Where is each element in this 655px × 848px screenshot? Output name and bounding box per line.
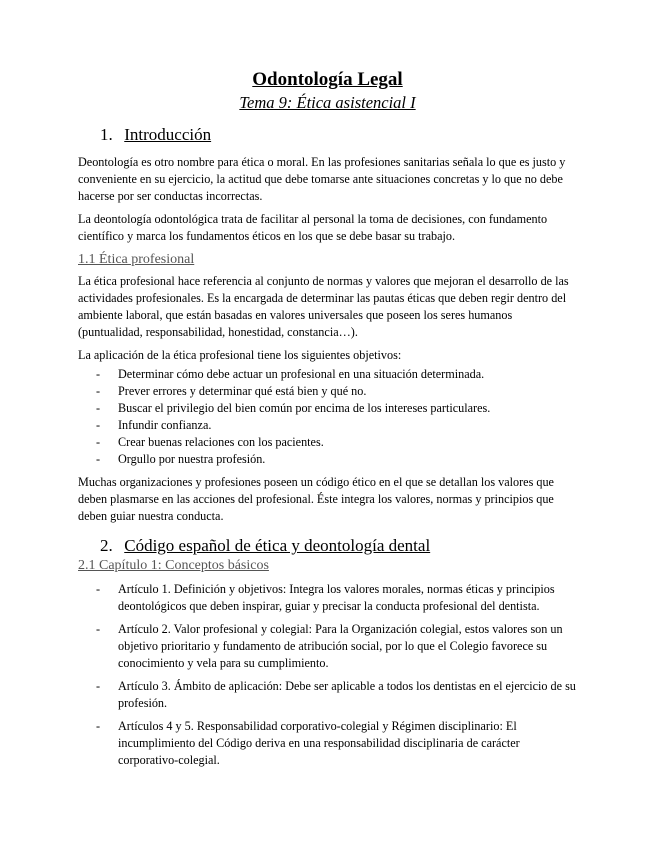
document-title: Odontología Legal — [252, 69, 403, 90]
subsection-heading-capitulo-1: 2.1 Capítulo 1: Conceptos básicos — [78, 558, 269, 573]
dash-bullet: - — [96, 401, 101, 415]
document-subtitle: Tema 9: Ética asistencial I — [239, 93, 416, 112]
dash-bullet: - — [96, 418, 101, 432]
list-item: - Artículo 1. Definición y objetivos: Integra los valores morales, normas éticas y principios deontológicos que deben inspirar, guiar y precisar la conducta profesional del dentista. — [96, 582, 555, 613]
dash-bullet: - — [96, 452, 101, 466]
dash-bullet: - — [96, 679, 101, 693]
list-item: - Orgullo por nuestra profesión. — [96, 452, 266, 466]
section-number: 1. — [100, 125, 113, 144]
list-item: - Artículo 2. Valor profesional y colegial: Para la Organización colegial, estos valores son un objetivo prioritario y fundamento de atribución social, por lo que el Colegio favorece su conocimiento y vela para su cumplimiento. — [96, 622, 563, 670]
section-heading-introduccion — [78, 124, 577, 146]
list-item: - Determinar cómo debe actuar un profesional en una situación determinada. — [96, 367, 485, 381]
dash-bullet: - — [96, 384, 101, 398]
list-item: - Buscar el privilegio del bien común por encima de los intereses particulares. — [96, 401, 491, 415]
dash-bullet: - — [96, 719, 101, 733]
list-item: - Crear buenas relaciones con los pacientes. — [96, 435, 324, 449]
objectives-list — [78, 366, 577, 468]
section-number: 2. — [100, 536, 113, 555]
dash-bullet: - — [96, 582, 101, 596]
paragraph: La ética profesional hace referencia al conjunto de normas y valores que mejoran el desarrollo de las actividades profesionales. Es la encargada de determinar las pautas éticas que deben regir dentro del ambiente laboral, que están basadas en valores universales que poseen los seres humanos (puntualidad, responsabilidad, honestidad, constancia…). — [78, 274, 569, 339]
list-item: - Infundir confianza. — [96, 418, 212, 432]
paragraph: Muchas organizaciones y profesiones poseen un código ético en el que se detallan los valores que deben plasmarse en las acciones del profesional. Éste integra los valores, normas y principios que deben guiar nuestra conducta. — [78, 475, 554, 523]
paragraph: La deontología odontológica trata de facilitar al personal la toma de decisiones, con fundamento científico y marca los fundamentos éticos en los que se debe basar su trabajo. — [78, 212, 548, 243]
dash-bullet: - — [96, 622, 101, 636]
section-title: Introducción — [124, 125, 212, 144]
paragraph: La aplicación de la ética profesional tiene los siguientes objetivos: — [78, 348, 402, 362]
paragraph: Deontología es otro nombre para ética o moral. En las profesiones sanitarias señala lo que es justo y conveniente en su ejercicio, la actitud que debe tomarse ante situaciones concretas y lo que no debe hacerse por ser conductas incorrectas. — [78, 155, 566, 203]
dash-bullet: - — [96, 435, 101, 449]
list-item: - Prever errores y determinar qué está bien y qué no. — [96, 384, 367, 398]
list-item: - Artículos 4 y 5. Responsabilidad corporativo-colegial y Régimen disciplinario: El incumplimiento del Código deriva en una responsabilidad disciplinaria de carácter corporativo-colegial. — [96, 719, 520, 767]
list-item: - Artículo 3. Ámbito de aplicación: Debe ser aplicable a todos los dentistas en el ejercicio de su profesión. — [96, 679, 576, 710]
subsection-heading-etica-profesional: 1.1 Ética profesional — [78, 252, 195, 267]
dash-bullet: - — [96, 367, 101, 381]
section-heading-codigo — [78, 535, 577, 557]
section-title: Código español de ética y deontología dental — [124, 536, 431, 555]
articles-list — [78, 581, 577, 769]
